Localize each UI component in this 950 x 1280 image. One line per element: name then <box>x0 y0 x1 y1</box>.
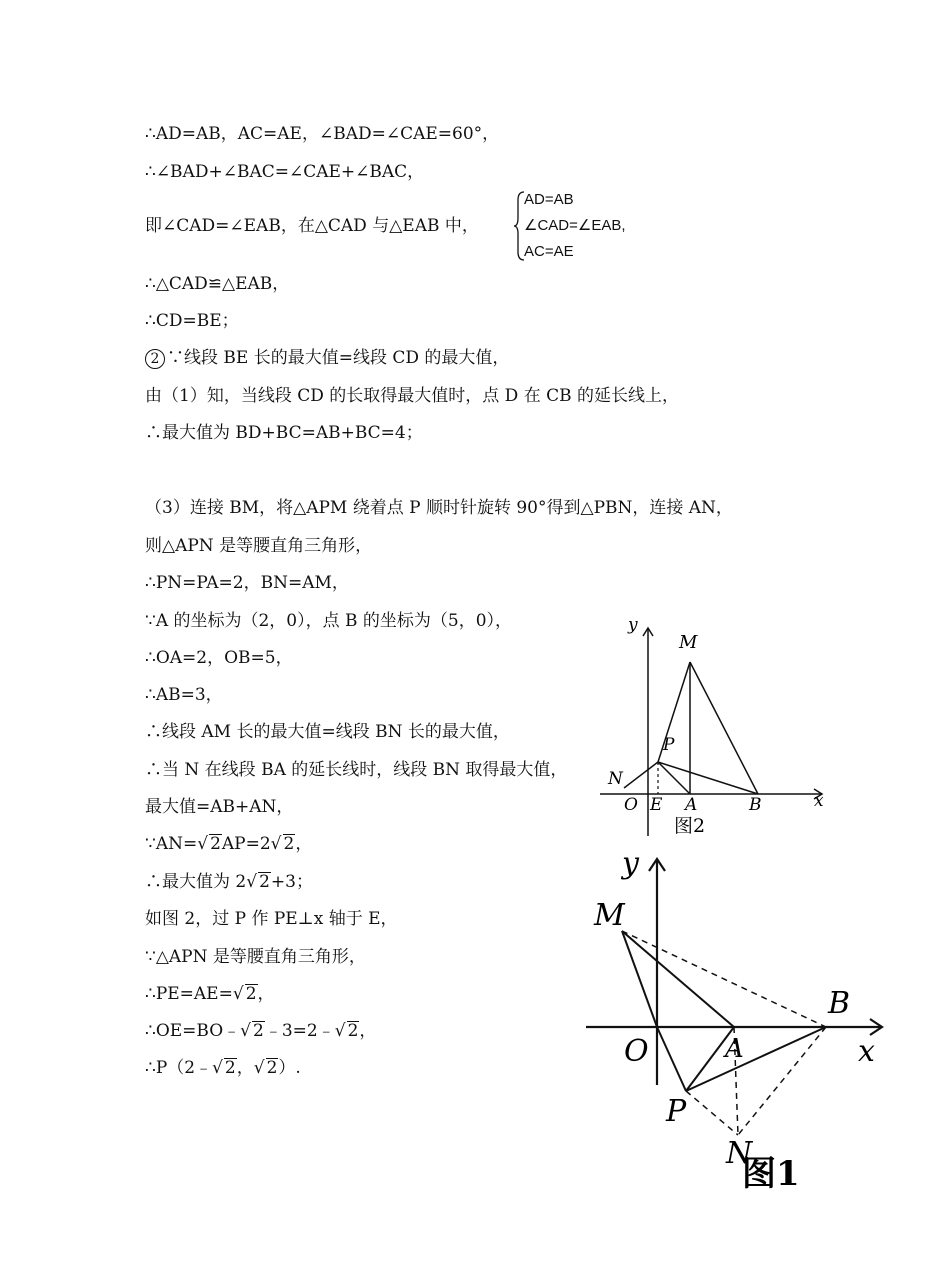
text-line: 最大值=AB+AN， <box>145 797 294 817</box>
label-x: x <box>814 791 824 811</box>
label-x: x <box>858 1034 875 1069</box>
label-e: E <box>650 795 663 815</box>
text-span: ∵线段 BE 长的最大值=线段 CD 的最大值， <box>167 348 510 368</box>
segment-np <box>624 762 658 788</box>
text-span: ﹣3=2﹣ <box>264 1021 335 1041</box>
figure-2 <box>590 610 840 840</box>
label-a: A <box>685 795 698 815</box>
text-line: ∴AD=AB，AC=AE，∠BAD=∠CAE=60°， <box>145 124 500 144</box>
label-o: O <box>624 1034 649 1069</box>
text-line: ∴PE=AE=√ 2， <box>145 984 275 1004</box>
text-line: ∴∠BAD+∠BAC=∠CAE+∠BAC， <box>145 162 425 182</box>
figure-1-diagram <box>582 845 894 1200</box>
segment-pb <box>686 1027 826 1091</box>
text-line: ∴PN=PA=2，BN=AM， <box>145 573 349 593</box>
sqrt-radicand: 2 <box>259 872 270 892</box>
segment-mb <box>690 662 758 794</box>
text-line: ∴OA=2，OB=5， <box>145 648 293 668</box>
text-line: ∴最大值为 BD+BC=AB+BC=4； <box>145 423 423 443</box>
figure-2-diagram <box>590 610 840 840</box>
text-line: （3）连接 BM，将△APM 绕着点 P 顺时针旋转 90°得到△PBN，连接 AN， <box>145 498 733 518</box>
text-span: ， <box>295 834 313 854</box>
system-row: AC=AE <box>524 243 574 260</box>
sqrt-radicand: 2 <box>253 1021 264 1041</box>
text-line: ∴线段 AM 长的最大值=线段 BN 长的最大值， <box>145 722 510 742</box>
sqrt-radicand: 2 <box>210 834 221 854</box>
text-line: 则△APN 是等腰直角三角形， <box>145 536 373 556</box>
circled-number: 2 <box>145 349 165 369</box>
text-line: 如图 2，过 P 作 PE⊥x 轴于 E， <box>145 909 398 929</box>
text-line: ∴P（2﹣√ 2，√ 2）. <box>145 1058 301 1078</box>
text-line <box>145 347 509 369</box>
text-span: ∴OE=BO﹣ <box>145 1021 241 1041</box>
label-y: y <box>628 615 638 635</box>
text-line: ∴OE=BO﹣√ 2﹣3=2﹣√ 2， <box>145 1021 377 1041</box>
label-m: M <box>594 898 625 933</box>
label-n: N <box>726 1136 753 1171</box>
text-span: ∴PE=AE= <box>145 984 233 1004</box>
text-line: 即∠CAD=∠EAB，在△CAD 与△EAB 中， <box>145 216 479 236</box>
text-line: ∴△CAD≌△EAB， <box>145 274 290 294</box>
equation-system <box>514 190 664 262</box>
figure-1-caption: 图1 <box>742 1154 800 1194</box>
text-span: ∴最大值为 2 <box>145 872 247 892</box>
label-n: N <box>608 769 623 789</box>
text-span: ）. <box>278 1058 301 1078</box>
text-span: ， <box>236 1058 254 1078</box>
sqrt-radicand: 2 <box>245 984 257 1004</box>
label-y: y <box>622 846 639 881</box>
label-b: B <box>828 986 851 1021</box>
text-line: ∴最大值为 2√ 2+3； <box>145 872 313 892</box>
text-line: ∴CD=BE； <box>145 311 239 331</box>
text-line: ∵AN=√ 2AP=2√ 2， <box>145 834 313 854</box>
text-line: ∴AB=3， <box>145 685 223 705</box>
text-span: ∵AN= <box>145 834 198 854</box>
label-o: O <box>624 795 638 815</box>
label-a: A <box>725 1034 744 1064</box>
text-line: ∵△APN 是等腰直角三角形， <box>145 947 366 967</box>
figure-1 <box>582 845 894 1200</box>
label-p: P <box>663 735 675 755</box>
text-span: +3； <box>270 872 313 892</box>
text-line: ∵A 的坐标为（2，0），点 B 的坐标为（5，0）， <box>145 611 513 631</box>
sqrt-radicand: 2 <box>224 1058 236 1078</box>
label-p: P <box>666 1094 687 1129</box>
text-span: ， <box>257 984 275 1004</box>
system-row: AD=AB <box>524 191 574 208</box>
figure-2-caption: 图2 <box>674 815 706 837</box>
sqrt-radicand: 2 <box>266 1058 278 1078</box>
text-span: ， <box>359 1021 377 1041</box>
text-span: AP=2 <box>221 834 271 854</box>
text-line: 由（1）知，当线段 CD 的长取得最大值时，点 D 在 CB 的延长线上， <box>145 386 680 406</box>
system-row: ∠CAD=∠EAB, <box>524 217 626 234</box>
segment-bn <box>738 1027 826 1135</box>
label-b: B <box>749 795 762 815</box>
text-span: ∴P（2﹣ <box>145 1058 213 1078</box>
segment-pn <box>686 1091 738 1135</box>
sqrt-radicand: 2 <box>283 834 295 854</box>
label-m: M <box>679 632 698 653</box>
segment-op <box>657 1027 686 1091</box>
text-line: ∴当 N 在线段 BA 的延长线时，线段 BN 取得最大值， <box>145 760 568 780</box>
sqrt-radicand: 2 <box>347 1021 359 1041</box>
